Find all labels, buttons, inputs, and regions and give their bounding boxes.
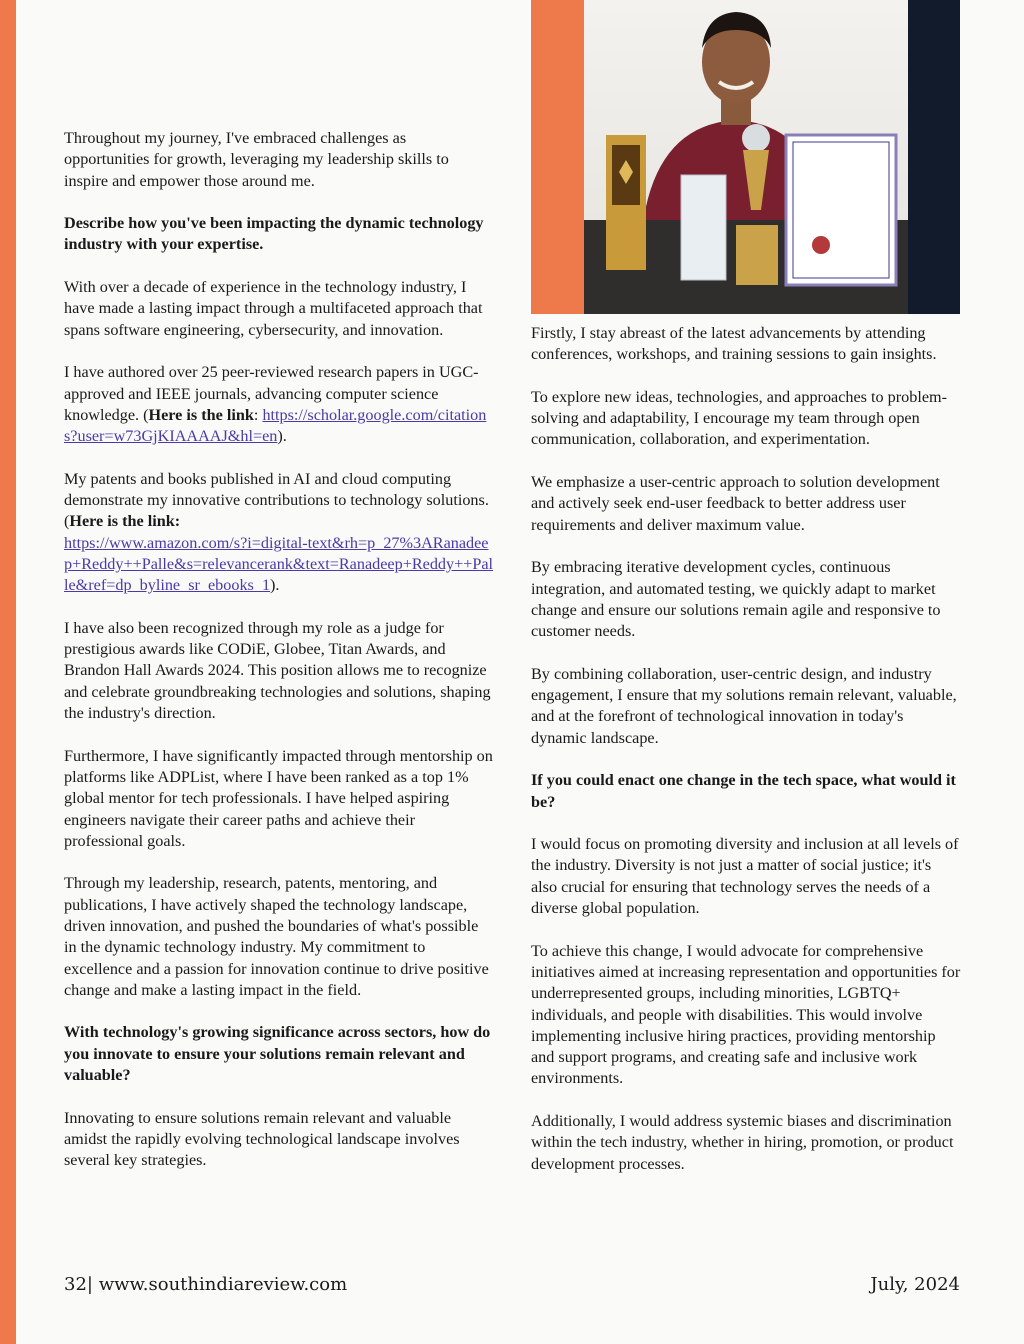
trophy-globe [742,124,770,152]
paragraph: Throughout my journey, I've embraced challenges as opportunities for growth, leveraging my leadership skills to inspire and empower those around me. [64,129,449,190]
paragraph: Firstly, I stay abreast of the latest advancements by attending conferences, workshops, and training sessions to gain insights. [531,324,937,364]
paragraph: To explore new ideas, technologies, and approaches to problem-solving and adaptability, I encourage my team through open communication, collaboration, and experimentation. [531,387,948,449]
paragraph: Furthermore, I have significantly impacted through mentorship on platforms like ADPList, where I have been ranked as a top 1% global mentor for tech professionals. I have helped aspiring engineers navigate their career paths and achieve their professional goals. [64,746,493,850]
paragraph: Innovating to ensure solutions remain relevant and valuable amidst the rapidly evolving technological landscape involves several key strategies. [64,1108,460,1170]
amazon-link[interactable]: https://www.amazon.com/s?i=digital-text&rh=p_27%3ARanadeep+Reddy++Palle&s=relevancerank&text=Ranadeep+Reddy++Palle&ref=dp_byline_sr_ebooks_1 [64,533,494,595]
paragraph-patents: My patents and books published in AI and cloud computing demonstrate my innovative contributions to technology solutions. (Here is the link: https://www.amazon.com/s?i=digital-text&rh=p_27%3ARanadeep+Reddy++Palle&s=relevancerank&text=Ranadeep+Reddy++Palle&ref=dp_byline_sr_ebooks_1). [64,469,494,595]
left-text-column [64,128,494,1193]
paragraph-research: I have authored over 25 peer-reviewed research papers in UGC-approved and IEEE journals, advancing computer science knowledge. (Here is the link: https://scholar.google.com/citations?user=w73GjKIAAAAJ&hl=en). [64,363,487,446]
paragraph: Additionally, I would address systemic biases and discrimination within the tech industry, whether in hiring, promotion, or product development processes. [531,1111,954,1173]
portrait-photo [531,0,960,314]
certificate-seal [812,236,830,254]
trophy-base [736,225,778,285]
paragraph: By embracing iterative development cycles, continuous integration, and automated testing, we quickly adapt to market change and ensure our solutions remain agile and responsive to customer needs. [531,558,941,641]
paragraph: I would focus on promoting diversity and inclusion at all levels of the industry. Diversity is not just a matter of social justice; it's also crucial for ensuring that technology serves the needs of a diverse global population. [531,835,959,918]
footer-page-site: 32| www.southindiareview.com [64,1274,348,1295]
footer-date: July, 2024 [870,1274,960,1295]
paragraph: We emphasize a user-centric approach to solution development and actively seek end-user feedback to better address user requirements and deliver maximum value. [531,473,940,534]
portrait-illustration [531,0,960,314]
interview-question: If you could enact one change in the tech space, what would it be? [531,771,956,811]
interview-question: With technology's growing significance across sectors, how do you innovate to ensure your solutions remain relevant and valuable? [64,1023,491,1085]
paragraph: Through my leadership, research, patents, mentoring, and publications, I have actively shaped the technology landscape, driven innovation, and pushed the boundaries of what's possible in the dynamic technology industry. My commitment to excellence and a passion for innovation continue to drive positive change and make a lasting impact in the field. [64,874,489,999]
crystal-award [681,175,726,280]
certificate [786,135,896,285]
scholar-link[interactable]: https://scholar.google.com/citations?user=w73GjKIAAAAJ&hl=en [64,405,487,446]
paragraph: With over a decade of experience in the technology industry, I have made a lasting impact through a multifaceted approach that spans software engineering, cybersecurity, and innovation. [64,278,483,339]
paragraph: By combining collaboration, user-centric design, and industry engagement, I ensure that my solutions remain relevant, valuable, and at the forefront of technological innovation in today's dynamic landscape. [531,664,957,747]
interview-question: Describe how you've been impacting the dynamic technology industry with your expertise. [64,214,484,254]
left-accent-bar [0,0,16,1344]
paragraph: I have also been recognized through my role as a judge for prestigious awards like CODiE, Globee, Titan Awards, and Brandon Hall Awards 2024. This position allows me to recognize and celebrate groundbreaking technologies and solutions, shaping the industry's direction. [64,618,491,723]
paragraph: To achieve this change, I would advocate for comprehensive initiatives aimed at increasing representation and opportunities for underrepresented groups, including minorities, LGBTQ+ individuals, and people with disabilities. This would involve implementing inclusive hiring practices, providing mentorship and support programs, and creating safe and inclusive work environments. [531,941,961,1088]
right-text-column [531,323,961,1196]
